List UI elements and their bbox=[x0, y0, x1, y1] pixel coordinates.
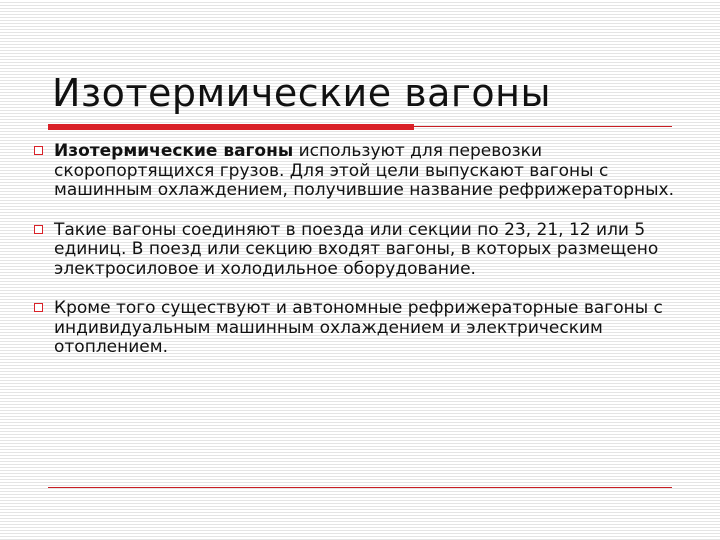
paragraph-3 bbox=[34, 299, 680, 358]
paragraph-2 bbox=[34, 221, 680, 280]
slide-body bbox=[34, 142, 680, 378]
square-bullet-icon bbox=[34, 146, 43, 155]
square-bullet-icon bbox=[34, 225, 43, 234]
paragraph-3-text: Кроме того существуют и автономные рефрижераторные вагоны с индивидуальным машинным охлаждением и электрическим отоплением. bbox=[54, 298, 663, 357]
paragraph-2-text: Такие вагоны соединяют в поезда или секции по 23, 21, 12 или 5 единиц. В поезд или секцию входят вагоны, в которых размещено электросиловое и холодильное оборудование. bbox=[54, 219, 659, 279]
title-divider-line bbox=[414, 126, 672, 127]
title-accent-bar bbox=[48, 124, 414, 130]
paragraph-1 bbox=[34, 142, 680, 201]
paragraph-1-bold-lead: Изотермические вагоны bbox=[54, 141, 294, 161]
paragraph-1-text: используют для перевозки скоропортящихся грузов. Для этой цели выпускают вагоны с машинным охлаждением, получившие название рефрижераторных. bbox=[54, 141, 675, 200]
slide-title: Изотермические вагоны bbox=[52, 71, 551, 115]
square-bullet-icon bbox=[34, 303, 43, 312]
footer-divider-line bbox=[48, 487, 672, 488]
